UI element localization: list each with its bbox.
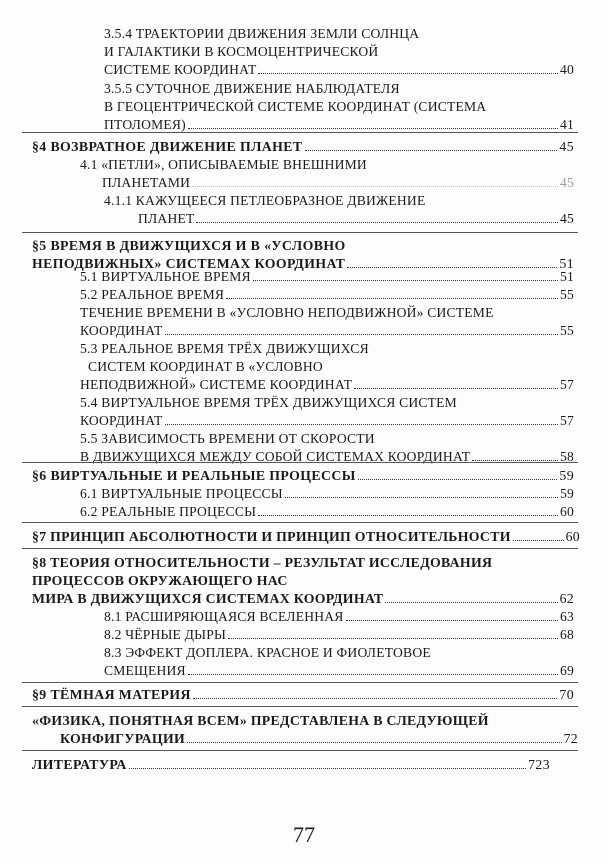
section-divider	[22, 548, 578, 549]
section-divider	[22, 750, 578, 751]
section-divider	[22, 232, 578, 233]
toc-line: СИСТЕМ КООРДИНАТ В «УСЛОВНО	[88, 359, 323, 374]
page-ref: 60	[560, 504, 574, 519]
toc-line: «ФИЗИКА, ПОНЯТНАЯ ВСЕМ» ПРЕДСТАВЛЕНА В СЛЕДУЮЩЕЙ	[32, 713, 489, 728]
toc-entry-6-2	[80, 503, 574, 521]
toc-section-7	[32, 528, 580, 546]
toc-line: ПРОЦЕССОВ ОКРУЖАЮЩЕГО НАС	[32, 573, 288, 588]
toc-line: 3.5.5 СУТОЧНОЕ ДВИЖЕНИЕ НАБЛЮДАТЕЛЯ	[104, 81, 400, 96]
toc-line: СИСТЕМЕ КООРДИНАТ	[104, 62, 257, 77]
page-ref: 60	[565, 529, 580, 544]
toc-line: ПЛАНЕТАМИ	[102, 175, 191, 190]
toc-entry-5-5	[80, 430, 574, 466]
toc-section-physics	[32, 712, 578, 748]
page-ref: 62	[559, 591, 574, 606]
page-ref: 40	[560, 62, 574, 77]
toc-section-6	[32, 467, 574, 485]
section-divider	[22, 522, 578, 523]
toc-line: КООРДИНАТ	[80, 413, 163, 428]
page-ref: 72	[563, 731, 578, 746]
toc-line: МИРА В ДВИЖУЩИХСЯ СИСТЕМАХ КООРДИНАТ	[32, 591, 384, 606]
toc-section-literature	[32, 756, 550, 774]
page-ref: 51	[560, 269, 574, 284]
toc-line: §7 ПРИНЦИП АБСОЛЮТНОСТИ И ПРИНЦИП ОТНОСИТЕЛЬНОСТИ	[32, 529, 511, 544]
toc-entry-3-5-4	[104, 25, 574, 79]
page-ref: 41	[560, 117, 574, 132]
toc-line: 5.4 ВИРТУАЛЬНОЕ ВРЕМЯ ТРЁХ ДВИЖУЩИХСЯ СИСТЕМ	[80, 395, 457, 410]
toc-entry-5-2	[80, 286, 574, 304]
page-ref: 51	[559, 256, 574, 271]
toc-entry-4-1-1	[104, 192, 574, 228]
page-ref: 55	[560, 323, 574, 338]
toc-line: НЕПОДВИЖНЫХ» СИСТЕМАХ КООРДИНАТ	[32, 256, 346, 271]
toc-line: §9 ТЁМНАЯ МАТЕРИЯ	[32, 687, 191, 702]
toc-line: 4.1.1 КАЖУЩЕЕСЯ ПЕТЛЕОБРАЗНОЕ ДВИЖЕНИЕ	[104, 193, 426, 208]
page-ref: 70	[559, 687, 574, 702]
page-number: 77	[293, 822, 315, 847]
toc-line: 8.1 РАСШИРЯЮЩАЯСЯ ВСЕЛЕННАЯ	[104, 609, 344, 624]
toc-line: §4 ВОЗВРАТНОЕ ДВИЖЕНИЕ ПЛАНЕТ	[32, 139, 303, 154]
page-ref: 69	[560, 663, 574, 678]
toc-line: 4.1 «ПЕТЛИ», ОПИСЫВАЕМЫЕ ВНЕШНИМИ	[80, 157, 367, 172]
toc-line: 3.5.4 ТРАЕКТОРИИ ДВИЖЕНИЯ ЗЕМЛИ СОЛНЦА	[104, 26, 420, 41]
page-ref: 58	[560, 449, 574, 464]
toc-entry-8-1	[104, 608, 574, 626]
toc-line: 5.1 ВИРТУАЛЬНОЕ ВРЕМЯ	[80, 269, 251, 284]
toc-line: §5 ВРЕМЯ В ДВИЖУЩИХСЯ И В «УСЛОВНО	[32, 238, 346, 253]
toc-section-4	[32, 138, 574, 156]
toc-entry-8-3	[104, 644, 574, 680]
page-ref: 63	[560, 609, 574, 624]
toc-entry-3-5-5	[104, 80, 574, 134]
toc-line: 8.2 ЧЁРНЫЕ ДЫРЫ	[104, 627, 227, 642]
toc-entry-5-4	[80, 394, 574, 430]
toc-section-9	[32, 686, 574, 704]
toc-entry-5-3	[80, 340, 574, 394]
page-ref: 723	[528, 757, 550, 772]
page-ref: 68	[560, 627, 574, 642]
toc-line: 5.5 ЗАВИСИМОСТЬ ВРЕМЕНИ ОТ СКОРОСТИ	[80, 431, 375, 446]
page-ref: 45	[560, 211, 574, 226]
page-ref: 45	[560, 175, 574, 190]
toc-entry-time-flow	[80, 304, 574, 340]
toc-line: ЛИТЕРАТУРА	[32, 757, 127, 772]
toc-line: И ГАЛАКТИКИ В КОСМОЦЕНТРИЧЕСКОЙ	[104, 44, 379, 59]
toc-line: ПТОЛОМЕЯ)	[104, 117, 186, 132]
page-ref: 59	[559, 468, 574, 483]
section-divider	[22, 706, 578, 707]
page-ref: 59	[560, 486, 574, 501]
toc-line: СМЕЩЕНИЯ	[104, 663, 186, 678]
section-divider	[22, 682, 578, 683]
toc-line: В ГЕОЦЕНТРИЧЕСКОЙ СИСТЕМЕ КООРДИНАТ (СИСТЕМА	[104, 99, 487, 114]
toc-line: §6 ВИРТУАЛЬНЫЕ И РЕАЛЬНЫЕ ПРОЦЕССЫ	[32, 468, 356, 483]
page-ref: 55	[560, 287, 574, 302]
toc-entry-8-2	[104, 626, 574, 644]
toc-line: КОНФИГУРАЦИИ	[60, 731, 186, 746]
toc-line: ТЕЧЕНИЕ ВРЕМЕНИ В «УСЛОВНО НЕПОДВИЖНОЙ» СИСТЕМЕ	[80, 305, 494, 320]
toc-line: 5.2 РЕАЛЬНОЕ ВРЕМЯ	[80, 287, 225, 302]
toc-line: 6.1 ВИРТУАЛЬНЫЕ ПРОЦЕССЫ	[80, 486, 283, 501]
toc-section-8	[32, 554, 574, 608]
toc-line: 8.3 ЭФФЕКТ ДОПЛЕРА. КРАСНОЕ И ФИОЛЕТОВОЕ	[104, 645, 431, 660]
toc-line: §8 ТЕОРИЯ ОТНОСИТЕЛЬНОСТИ – РЕЗУЛЬТАТ ИССЛЕДОВАНИЯ	[32, 555, 493, 570]
toc-line: НЕПОДВИЖНОЙ» СИСТЕМЕ КООРДИНАТ	[80, 377, 353, 392]
page-ref: 57	[560, 413, 574, 428]
page-ref: 45	[559, 139, 574, 154]
section-divider	[22, 462, 578, 463]
toc-line: ПЛАНЕТ	[138, 211, 195, 226]
toc-entry-4-1	[80, 156, 574, 192]
section-divider	[22, 132, 578, 133]
toc-line: КООРДИНАТ	[80, 323, 163, 338]
toc-entry-5-1	[80, 268, 574, 286]
toc-line: В ДВИЖУЩИХСЯ МЕЖДУ СОБОЙ СИСТЕМАХ КООРДИНАТ	[80, 449, 471, 464]
toc-line: 5.3 РЕАЛЬНОЕ ВРЕМЯ ТРЁХ ДВИЖУЩИХСЯ	[80, 341, 369, 356]
page-ref: 57	[560, 377, 574, 392]
toc-line: 6.2 РЕАЛЬНЫЕ ПРОЦЕССЫ	[80, 504, 257, 519]
toc-entry-6-1	[80, 485, 574, 503]
